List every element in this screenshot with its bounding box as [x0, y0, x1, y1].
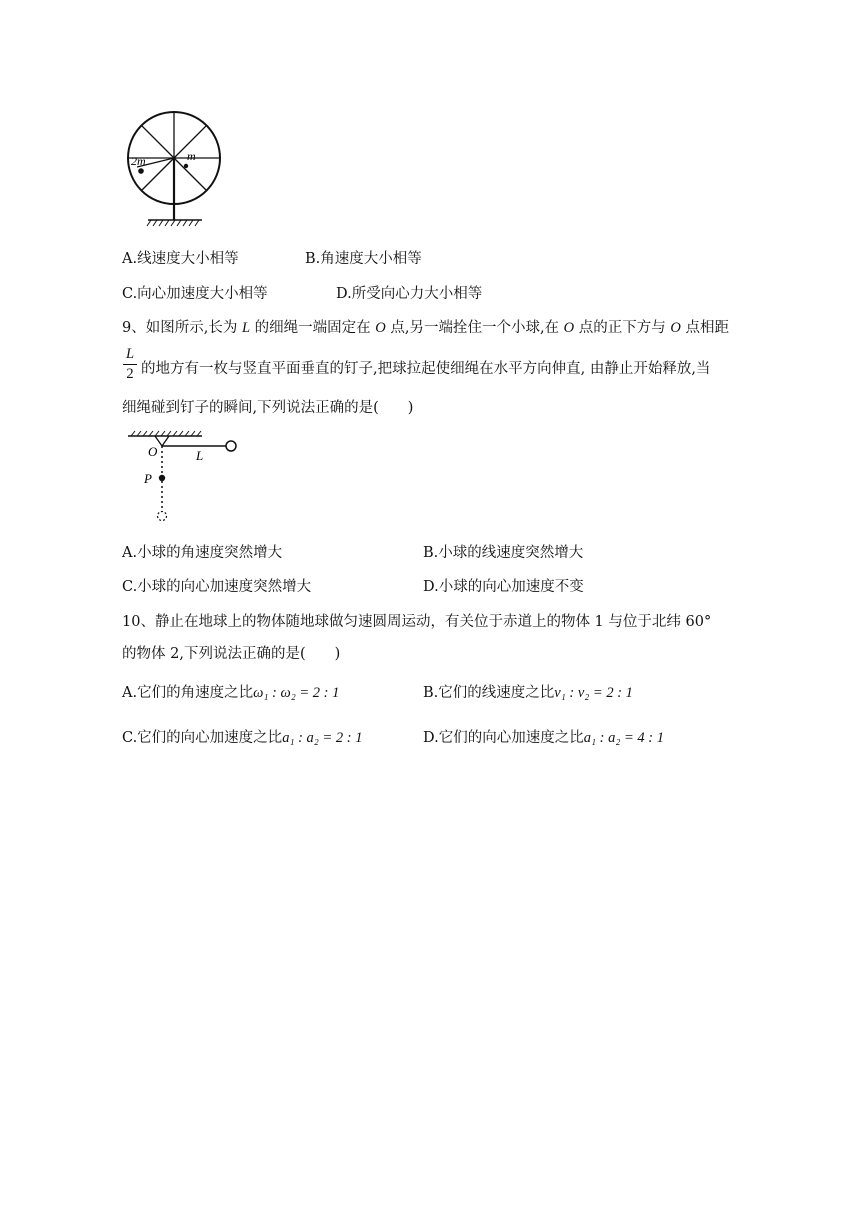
- q10-stem-line2: 的物体 2,下列说法正确的是( ): [122, 646, 341, 662]
- mass-m-dot: [184, 164, 188, 168]
- q10-option-c: C.它们的向心加速度之比a₁ : a₂ = 2 : 1: [122, 730, 363, 746]
- q9-option-a: A.小球的角速度突然增大: [122, 545, 283, 561]
- q9-option-d: D.小球的向心加速度不变: [423, 579, 584, 595]
- q8-option-d: D.所受向心力大小相等: [336, 286, 483, 302]
- q9-fraction: L 2: [123, 346, 137, 383]
- label-m: m: [187, 149, 196, 163]
- label-2m: 2m: [131, 154, 146, 168]
- label-L: L: [196, 448, 204, 463]
- ball: [226, 441, 236, 451]
- q8-option-b: B.角速度大小相等: [305, 251, 422, 267]
- q10-option-a: A.它们的角速度之比ω₁ : ω₂ = 2 : 1: [122, 685, 340, 701]
- ball-lowest-position: [158, 512, 167, 521]
- nail-p: [159, 475, 165, 481]
- q9-stem-line2: 的地方有一枚与竖直平面垂直的钉子,把球拉起使细绳在水平方向伸直, 由静止开始释放,当: [141, 361, 711, 377]
- q9-stem-line3: 细绳碰到钉子的瞬间,下列说法正确的是( ): [122, 400, 414, 416]
- q8-option-a: A.线速度大小相等: [122, 251, 239, 267]
- q9-option-b: B.小球的线速度突然增大: [423, 545, 584, 561]
- label-O: O: [148, 444, 158, 459]
- mass-2m-dot: [138, 168, 144, 174]
- pendulum-figure: [122, 428, 242, 526]
- q10-stem-line1: 10、静止在地球上的物体随地球做匀速圆周运动，有关位于赤道上的物体 1 与位于北纬 60°: [122, 614, 712, 630]
- q8-option-c: C.向心加速度大小相等: [122, 286, 268, 302]
- label-P: P: [144, 471, 152, 486]
- q9-stem-line1: 9、如图所示,长为 L 的细绳一端固定在 O 点,另一端拴住一个小球,在 O 点的正下方与 O 点相距: [122, 320, 729, 336]
- q10-option-b: B.它们的线速度之比v₁ : v₂ = 2 : 1: [423, 685, 633, 701]
- wheel-figure: [122, 110, 226, 230]
- q9-option-c: C.小球的向心加速度突然增大: [122, 579, 312, 595]
- q10-option-d: D.它们的向心加速度之比a₁ : a₂ = 4 : 1: [423, 730, 664, 746]
